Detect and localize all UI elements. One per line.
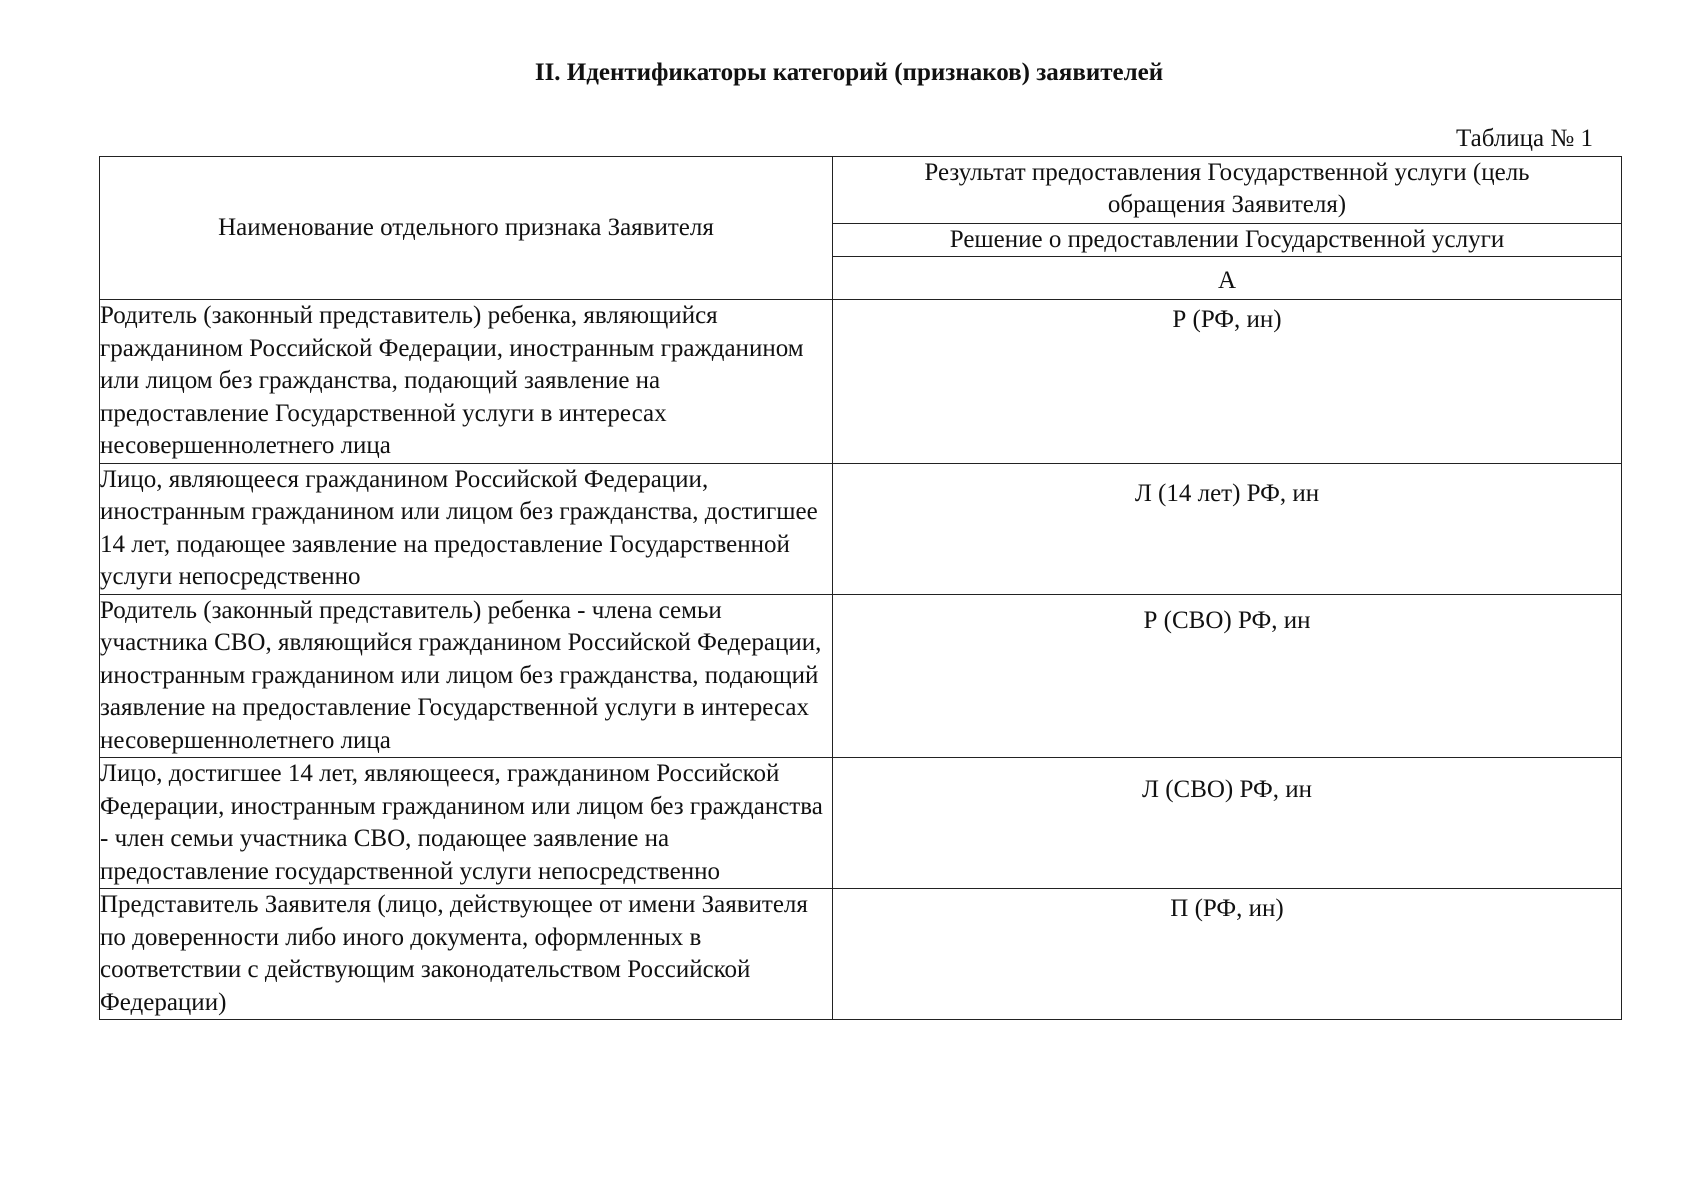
table-row [100,758,1622,889]
row-description: Представитель Заявителя (лицо, действующее от имени Заявителя по доверенности либо иного документа, оформленных в соответствии с действующим законодательством Российской Федерации) [100,889,833,1020]
row-code: Р (РФ, ин) [1172,306,1282,333]
header-feature-name: Наименование отдельного признака Заявителя [100,157,833,300]
row-code-cell [833,889,1622,1020]
row-code: Л (14 лет) РФ, ин [1134,479,1320,507]
row-code: Л (СВО) РФ, ин [1142,776,1312,803]
row-code-cell [833,463,1622,594]
header-decision: Решение о предоставлении Государственной услуги [833,224,1622,257]
row-code: П (РФ, ин) [1170,895,1284,922]
table-header-row [100,157,1622,224]
applicant-categories-table [99,156,1622,1020]
row-code-cell [833,758,1622,889]
row-code-cell [833,300,1622,464]
table-number: Таблица № 1 [1455,125,1593,152]
header-result [833,157,1622,224]
table-row [100,889,1622,1020]
header-result-label: Результат предоставления Государственной услуги (цель обращения Заявителя) [924,159,1530,218]
row-code-cell [833,594,1622,758]
row-description: Родитель (законный представитель) ребенка, являющийся гражданином Российской Федерации, иностранным гражданином или лицом без гражданства, подающий заявление на предоставление Государственной услуги в интересах несовершеннолетнего лица [100,300,833,464]
table-row [100,594,1622,758]
row-description: Родитель (законный представитель) ребенка - члена семьи участника СВО, являющийся гражданином Российской Федерации, иностранным гражданином или лицом без гражданства, подающий заявление на предоставление Государственной услуги в интересах несовершеннолетнего лица [100,594,833,758]
row-code: Р (СВО) РФ, ин [1143,606,1311,634]
document-title: II. Идентификаторы категорий (признаков) заявителей [534,59,1164,86]
table-row [100,300,1622,464]
header-column-letter: А [833,257,1622,300]
table-row [100,463,1622,594]
row-description: Лицо, достигшее 14 лет, являющееся, гражданином Российской Федерации, иностранным гражданином или лицом без гражданства - член семьи участника СВО, подающее заявление на предоставление государственной услуги непосредственно [100,758,833,889]
row-description: Лицо, являющееся гражданином Российской Федерации, иностранным гражданином или лицом без гражданства, достигшее 14 лет, подающее заявление на предоставление Государственной услуги непосредственно [100,463,833,594]
